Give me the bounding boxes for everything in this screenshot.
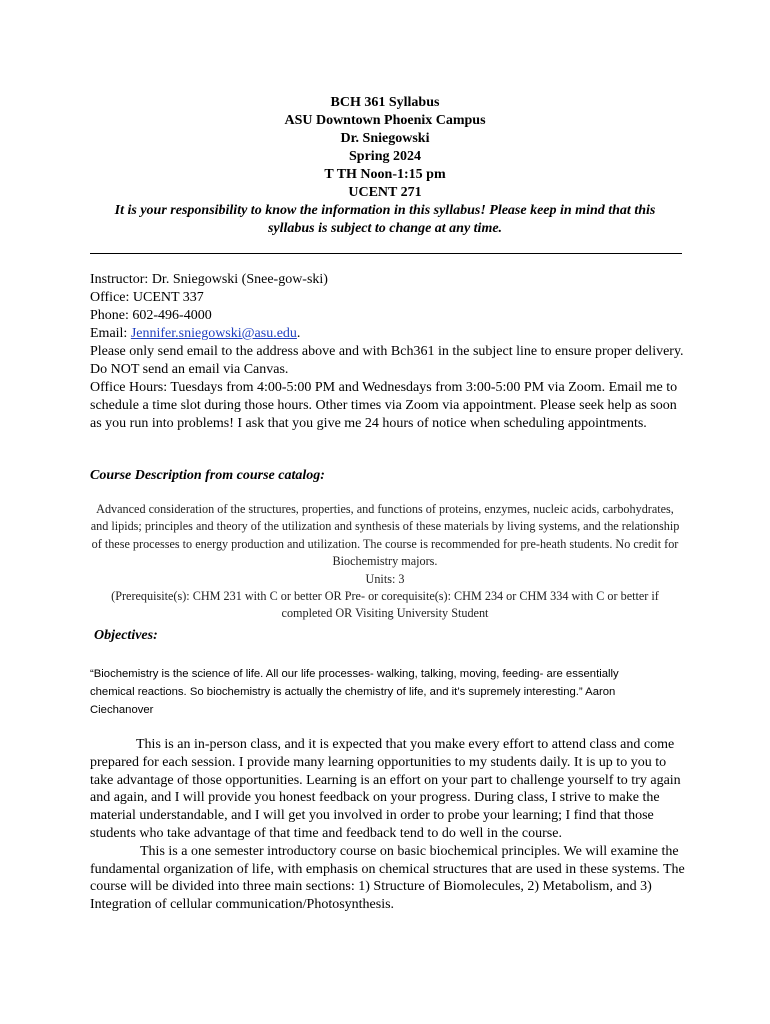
responsibility-warning: It is your responsibility to know the information in this syllabus! Please keep in mind that this syllabus is subject to change at any time. [114, 203, 656, 236]
class-room: UCENT 271 [348, 185, 422, 200]
course-prerequisites: (Prerequisite(s): CHM 231 with C or better OR Pre- or corequisite(s): CHM 234 or CHM 334 with C or better if completed OR Visiting University Student [111, 589, 659, 621]
campus-name: ASU Downtown Phoenix Campus [284, 113, 486, 128]
catalog-heading: Course Description from course catalog: [90, 468, 325, 483]
objectives-heading: Objectives: [94, 628, 158, 643]
syllabus-header [90, 94, 680, 238]
term: Spring 2024 [349, 149, 421, 164]
email-line [90, 325, 690, 343]
email-period: . [296, 326, 301, 341]
email-note: Please only send email to the address above and with Bch361 in the subject line to ensure proper delivery. Do NOT send an email via Canvas. [90, 344, 684, 377]
course-units: Units: 3 [365, 571, 405, 586]
phone-line: Phone: 602-496-4000 [90, 308, 212, 323]
email-link[interactable]: Jennifer.sniegowski@asu.edu [130, 326, 297, 341]
office-hours: Office Hours: Tuesdays from 4:00-5:00 PM and Wednesdays from 3:00-5:00 PM via Zoom. Email me to schedule a time slot during those hours. Other times via Zoom via appointment. Please seek help as soon as you run into problems! I ask that you give me 24 hours of notice when scheduling appointments. [90, 380, 678, 431]
office-line: Office: UCENT 337 [90, 290, 204, 305]
header-divider [90, 253, 682, 254]
objectives-quote: “Biochemistry is the science of life. All our life processes- walking, talking, moving, feeding- are essentially chemical reactions. So biochemistry is actually the chemistry of life, and it’s supremely interesting.” Aaron Ciechanover [90, 668, 619, 716]
objectives-paragraph-1: This is an in-person class, and it is expected that you make every effort to attend class and come prepared for each session. I provide many learning opportunities to my students daily. It is up to you to take advantage of those opportunities. Learning is an effort on your part to challenge yourself to try again and again, and I will provide you honest feedback on your progress. During class, I strive to make the material understandable, and I will get you involved in order to probe your learning; I find that those students who take advantage of that time and feedback tend to do well in the course. [90, 737, 681, 841]
instructor-name: Dr. Sniegowski [340, 131, 430, 146]
instructor-line: Instructor: Dr. Sniegowski (Snee-gow-ski) [90, 272, 328, 287]
catalog-description-block [90, 501, 680, 623]
catalog-description: Advanced consideration of the structures, properties, and functions of proteins, enzymes, nucleic acids, carbohydrates, and lipids; principles and theory of the utilization and synthesis of these materials by living systems, and the relationship of these processes to energy production and utilization. The course is recommended for pre-heath students. No credit for Biochemistry majors. [90, 502, 680, 569]
objectives-paragraph-2: This is a one semester introductory course on basic biochemical principles. We will examine the fundamental organization of life, with emphasis on chemical structures that are used in these systems. The course will be divided into three main sections: 1) Structure of Biomolecules, 2) Metabolism, and 3) Integration of cellular communication/Photosynthesis. [90, 843, 685, 913]
contact-info [90, 271, 690, 433]
objectives-body [90, 736, 690, 914]
course-title: BCH 361 Syllabus [330, 95, 440, 110]
email-label: Email: [90, 326, 131, 341]
class-time: T TH Noon-1:15 pm [324, 167, 446, 182]
